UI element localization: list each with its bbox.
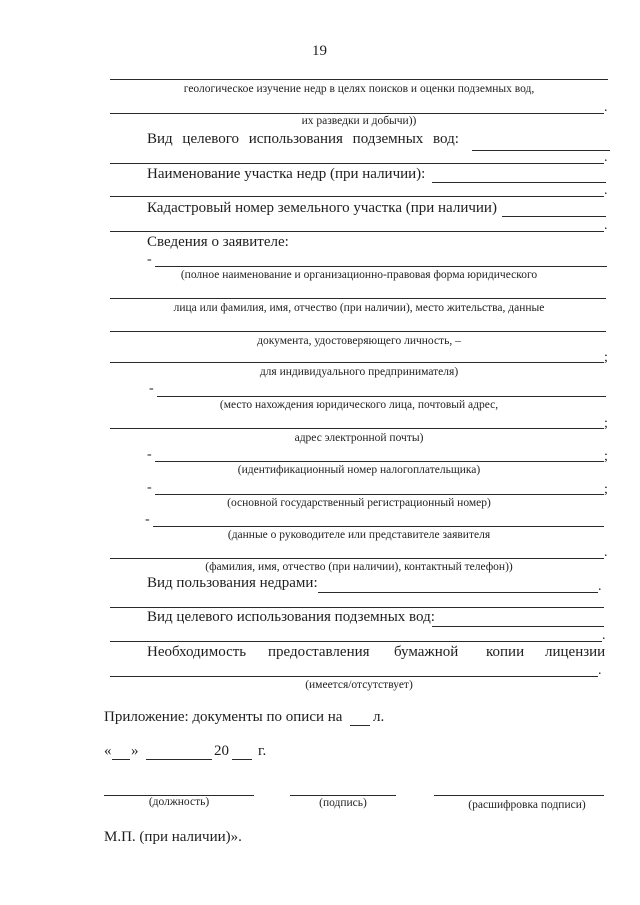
bullet-dash: - <box>145 512 150 527</box>
caption-applicant-2: лица или фамилия, имя, отчество (при наличии), место жительства, данные <box>173 302 545 314</box>
line-end-semicolon: ; <box>604 482 608 497</box>
input-date-day[interactable] <box>112 759 130 760</box>
label-cadastral-number: Кадастровый номер земельного участка (при наличии) <box>147 200 497 216</box>
caption-signature: (подпись) <box>319 797 367 809</box>
label-purpose-groundwater: Вид целевого использования подземных вод: <box>147 131 459 147</box>
caption-exploration: их разведки и добычи)) <box>301 115 417 127</box>
label-subsoil-use: Вид пользования недрами: <box>147 575 318 591</box>
caption-ogrn: (основной государственный регистрационный номер) <box>227 497 491 509</box>
label-paper-word-1: Необходимость <box>147 644 247 660</box>
caption-paper-copy: (имеется/отсутствует) <box>305 679 413 691</box>
input-date-year[interactable] <box>232 759 252 760</box>
bullet-dash: - <box>147 480 152 495</box>
form-line <box>110 231 604 232</box>
line-end-semicolon: ; <box>604 416 608 431</box>
form-line <box>110 298 606 299</box>
caption-contact: (фамилия, имя, отчество (при наличии), контактный телефон)) <box>205 561 513 573</box>
input-cadastral-number[interactable] <box>502 216 606 217</box>
form-line <box>110 331 606 332</box>
input-purpose-groundwater[interactable] <box>472 150 610 151</box>
input-purpose-groundwater-2[interactable] <box>432 626 604 627</box>
form-line <box>110 196 604 197</box>
bullet-dash: - <box>147 252 152 267</box>
caption-email: адрес электронной почты) <box>294 432 424 444</box>
date-year-suffix: г. <box>258 743 267 759</box>
input-subsoil-site[interactable] <box>432 182 606 183</box>
input-paper-copy[interactable] <box>110 676 598 677</box>
caption-inn: (идентификационный номер налогоплательщика) <box>237 464 481 476</box>
input-appendix-sheets[interactable] <box>350 725 370 726</box>
caption-signature-decoding: (расшифровка подписи) <box>468 799 586 811</box>
input-ogrn[interactable] <box>155 494 604 495</box>
label-paper-word-2: предоставления <box>268 644 370 660</box>
input-inn[interactable] <box>155 461 604 462</box>
label-stamp: М.П. (при наличии)». <box>104 829 242 845</box>
form-line <box>110 558 604 559</box>
label-subsoil-site: Наименование участка недр (при наличии): <box>147 166 426 182</box>
form-line <box>110 163 604 164</box>
bullet-dash: - <box>147 447 152 462</box>
caption-applicant-4: для индивидуального предпринимателя) <box>259 366 459 378</box>
line-end-semicolon: ; <box>604 350 608 365</box>
input-representative[interactable] <box>153 526 604 527</box>
bullet-dash: - <box>149 381 154 396</box>
form-line <box>110 641 602 642</box>
line-end-dot: . <box>604 150 608 165</box>
label-purpose-groundwater-2: Вид целевого использования подземных вод: <box>147 609 435 625</box>
form-line <box>110 428 604 429</box>
page-number: 19 <box>312 43 327 59</box>
date-open-quote: « <box>104 743 112 759</box>
label-applicant-info: Сведения о заявителе: <box>147 234 289 250</box>
caption-applicant-1: (полное наименование и организационно-правовая форма юридического <box>180 269 538 281</box>
line-end-dot: . <box>604 183 608 198</box>
line-end-dot: . <box>604 100 608 115</box>
form-line <box>110 113 604 114</box>
form-line <box>110 362 604 363</box>
form-line <box>110 79 608 80</box>
caption-applicant-3: документа, удостоверяющего личность, – <box>257 335 461 347</box>
label-paper-word-5: лицензии <box>545 644 606 660</box>
line-end-dot: . <box>604 218 608 233</box>
date-close-quote: » <box>131 743 139 759</box>
input-applicant-name[interactable] <box>155 266 607 267</box>
line-end-dot: . <box>602 628 606 643</box>
input-subsoil-use[interactable] <box>318 592 598 593</box>
caption-address: (место нахождения юридического лица, почтовый адрес, <box>219 399 499 411</box>
form-line <box>110 607 604 608</box>
caption-representative: (данные о руководителе или представителе заявителя <box>227 529 491 541</box>
date-century: 20 <box>214 743 229 759</box>
caption-geology: геологическое изучение недр в целях поисков и оценки подземных вод, <box>183 83 535 95</box>
caption-position: (должность) <box>148 796 210 808</box>
input-signature-decoding[interactable] <box>434 795 604 796</box>
label-appendix: Приложение: документы по описи на <box>104 709 343 725</box>
label-paper-word-3: бумажной <box>394 644 459 660</box>
line-end-dot: . <box>604 545 608 560</box>
label-appendix-sheets: л. <box>373 709 385 725</box>
input-address[interactable] <box>157 396 606 397</box>
line-end-semicolon: ; <box>604 449 608 464</box>
input-date-month[interactable] <box>146 759 212 760</box>
line-end-dot: . <box>598 663 602 678</box>
label-paper-word-4: копии <box>486 644 525 660</box>
line-end-dot: . <box>598 579 602 594</box>
input-signature[interactable] <box>290 795 396 796</box>
